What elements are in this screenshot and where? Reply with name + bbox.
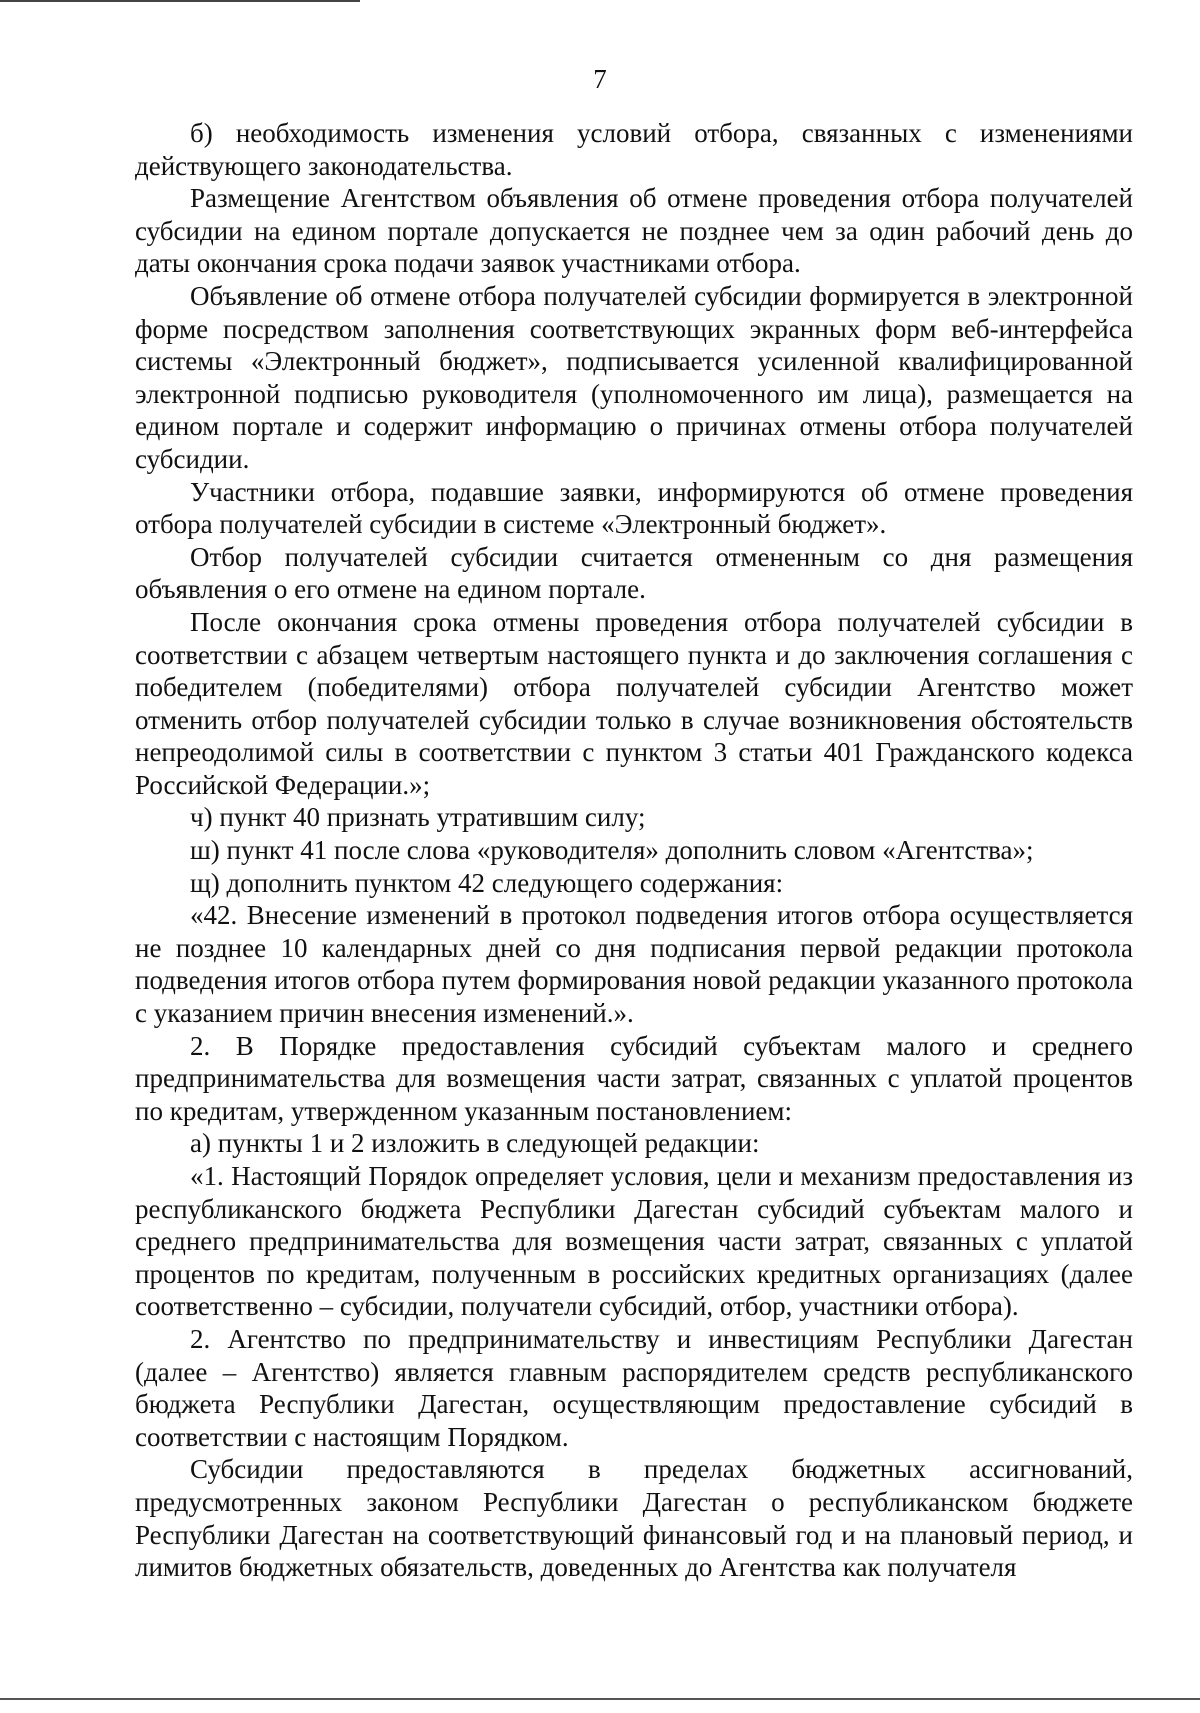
paragraph-cancellation-notice-form: Объявление об отмене отбора получателей субсидии формируется в электронной форме посредством заполнения соответствующих экранных форм веб-интерфейса системы «Электронный бюджет», подписывается усиленной квалифицированной электронной подписью руководителя (уполномоченного им лица), размещается на едином портале и содержит информацию о причинах отмены отбора получателей субсидии. bbox=[135, 280, 1133, 474]
paragraph-selection-cancelled-date: Отбор получателей субсидии считается отмененным со дня размещения объявления о его отмене на едином портале. bbox=[135, 541, 1133, 605]
paragraph-section-2-procedure: 2. В Порядке предоставления субсидий субъектам малого и среднего предпринимательства для возмещения части затрат, связанных с уплатой процентов по кредитам, утвержденном указанным постановлением: bbox=[135, 1030, 1133, 1126]
paragraph-participants-notified: Участники отбора, подавшие заявки, информируются об отмене проведения отбора получателей субсидии в системе «Электронный бюджет». bbox=[135, 476, 1133, 540]
paragraph-shch-item-42: щ) дополнить пунктом 42 следующего содержания: bbox=[190, 867, 784, 898]
paragraph-item-2-text: 2. Агентство по предпринимательству и инвестициям Республики Дагестан (далее – Агентство) является главным распорядителем средств республиканского бюджета Республики Дагестан, осуществляющим предоставление субсидий в соответствии с настоящим Порядком. bbox=[135, 1323, 1133, 1452]
paragraph-a-items-1-2: а) пункты 1 и 2 изложить в следующей редакции: bbox=[190, 1128, 760, 1159]
paragraph-ch-item-40: ч) пункт 40 признать утратившим силу; bbox=[190, 802, 646, 833]
paragraph-item-1-text: «1. Настоящий Порядок определяет условия, цели и механизм предоставления из республиканского бюджета Республики Дагестан субсидий субъектам малого и среднего предпринимательства для возмещения части затрат, связанных с уплатой процентов по кредитам, полученным в российских кредитных организациях (далее соответственно – субсидии, получатели субсидий, отбор, участники отбора). bbox=[135, 1161, 1133, 1322]
scan-edge-top bbox=[0, 0, 360, 2]
paragraph-cancellation-posting-deadline: Размещение Агентством объявления об отмене проведения отбора получателей субсидии на едином портале допускается не позднее чем за один рабочий день до даты окончания срока подачи заявок участниками отбора. bbox=[135, 183, 1133, 279]
page-number: 7 bbox=[593, 64, 607, 94]
paragraph-item-42-text: «42. Внесение изменений в протокол подведения итогов отбора осуществляется не позднее 10 календарных дней со дня подписания первой редакции протокола подведения итогов отбора путем формирования новой редакции указанного протокола с указанием причин внесения изменений.». bbox=[135, 900, 1133, 1029]
paragraph-force-majeure: После окончания срока отмены проведения отбора получателей субсидии в соответствии с абзацем четвертым настоящего пункта и до заключения соглашения с победителем (победителями) отбора получателей субсидии Агентство может отменить отбор получателей субсидии только в случае возникновения обстоятельств непреодолимой силы в соответствии с пунктом 3 статьи 401 Гражданского кодекса Российской Федерации.»; bbox=[135, 606, 1133, 800]
paragraph-sh-item-41: ш) пункт 41 после слова «руководителя» дополнить словом «Агентства»; bbox=[190, 835, 1034, 866]
document-body bbox=[135, 117, 1133, 1584]
scan-edge-bottom bbox=[0, 1698, 1200, 1700]
paragraph-subsidies-limits: Субсидии предоставляются в пределах бюджетных ассигнований, предусмотренных законом Республики Дагестан о республиканском бюджете Республики Дагестан на соответствующий финансовый год и на плановый период, и лимитов бюджетных обязательств, доведенных до Агентства как получателя bbox=[135, 1454, 1133, 1583]
paragraph-b-legislation-change: б) необходимость изменения условий отбора, связанных с изменениями действующего законодательства. bbox=[135, 118, 1133, 181]
